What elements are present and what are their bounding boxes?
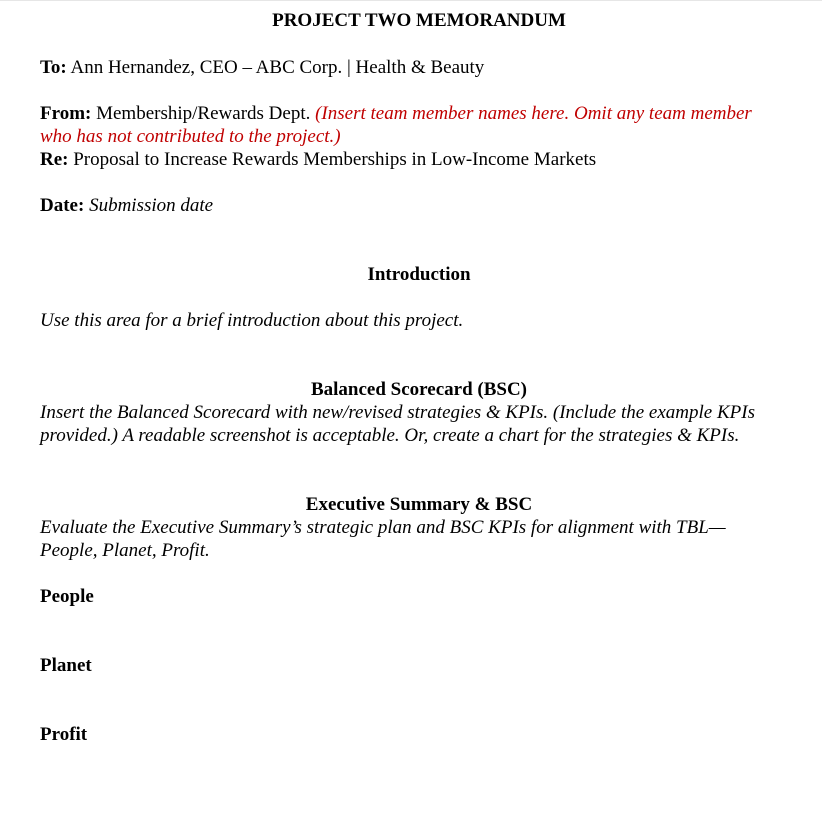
from-note-line1: (Insert team member names here. Omit any team member	[315, 103, 752, 124]
profit-heading: Profit	[40, 724, 88, 745]
re-label: Re:	[40, 149, 69, 170]
bsc-body-line2: provided.) A readable screenshot is acceptable. Or, create a chart for the strategies & KPIs.	[40, 425, 740, 446]
bsc-heading: Balanced Scorecard (BSC)	[310, 379, 528, 400]
exec-summary-body-line2: People, Planet, Profit.	[40, 540, 210, 561]
exec-summary-heading: Executive Summary & BSC	[305, 494, 533, 515]
introduction-body: Use this area for a brief introduction about this project.	[40, 310, 464, 331]
planet-heading: Planet	[40, 655, 92, 676]
from-value: Membership/Rewards Dept.	[96, 103, 311, 124]
from-note-line2: who has not contributed to the project.)	[40, 126, 341, 147]
introduction-heading: Introduction	[367, 264, 471, 285]
exec-summary-body-line1: Evaluate the Executive Summary’s strategic plan and BSC KPIs for alignment with TBL—	[40, 517, 726, 538]
from-line	[40, 102, 800, 125]
to-label: To:	[40, 57, 67, 78]
bsc-body-line1: Insert the Balanced Scorecard with new/revised strategies & KPIs. (Include the example KPIs	[40, 402, 755, 423]
re-value: Proposal to Increase Rewards Memberships in Low-Income Markets	[73, 149, 597, 170]
top-divider	[0, 0, 822, 1]
memo-title: PROJECT TWO MEMORANDUM	[272, 10, 566, 31]
to-value: Ann Hernandez, CEO – ABC Corp. | Health & Beauty	[70, 57, 485, 78]
date-line	[40, 194, 800, 217]
to-line	[40, 56, 800, 79]
date-label: Date:	[40, 195, 85, 216]
from-label: From:	[40, 103, 92, 124]
date-value: Submission date	[89, 195, 214, 216]
people-heading: People	[40, 586, 94, 607]
re-line	[40, 148, 800, 171]
